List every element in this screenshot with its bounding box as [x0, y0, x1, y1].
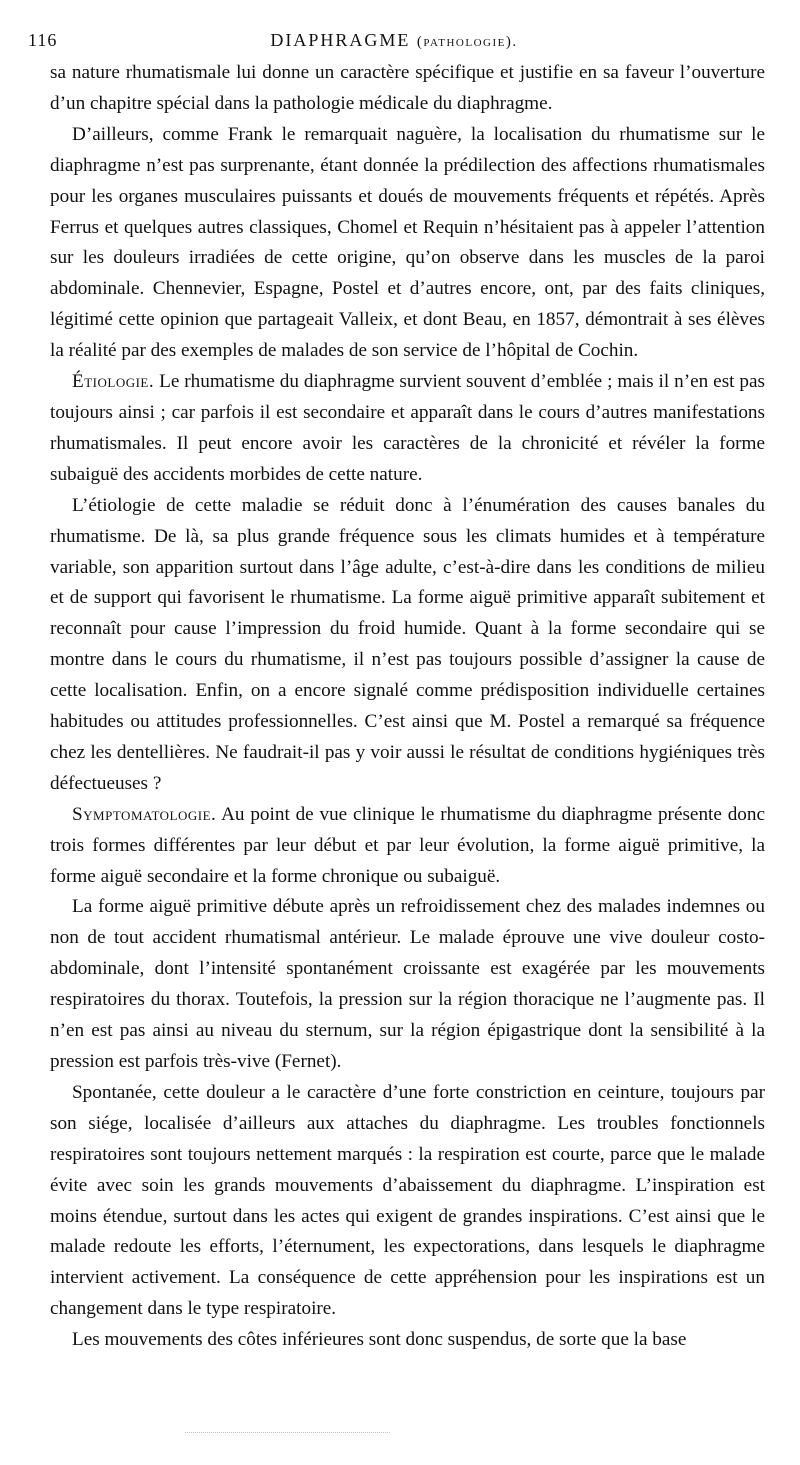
paragraph-symptomatologie [50, 800, 765, 893]
section-heading: Étiologie. [72, 371, 155, 393]
paragraph [50, 120, 765, 367]
page-header [28, 30, 760, 60]
paragraph-text: sa nature rhumatismale lui donne un caractère spécifique et justifie en sa faveur l’ouverture d’un chapitre spécial dans la pathologie médicale du diaphragme. [50, 62, 765, 114]
body-text [50, 58, 765, 1356]
footer-rule [185, 1432, 390, 1433]
paragraph-etiologie [50, 367, 765, 491]
paragraph-text: Spontanée, cette douleur a le caractère d’une forte constriction en ceinture, toujours par son siége, localisée d’ailleurs aux attaches du diaphragme. Les troubles fonctionnels respiratoires sont toujours nettement marqués : la respiration est courte, parce que le malade évite avec soin les grands mouvements d’abaissement du diaphragme. L’inspiration est moins étendue, surtout dans les actes qui exigent de grandes inspirations. C’est ainsi que le malade redoute les efforts, l’éternument, les expectorations, dans lesquels le diaphragme intervient activement. La conséquence de cette appréhension pour les inspirations est un changement dans le type respiratoire. [50, 1081, 765, 1320]
paragraph [50, 892, 765, 1077]
paragraph-text: La forme aiguë primitive débute après un refroidissement chez des malades indemnes ou non de tout accident rhumatismal antérieur. Le malade éprouve une vive douleur costo-abdominale, dont l’intensité spontanément croissante est exagérée par les mouvements respiratoires du thorax. Toutefois, la pression sur la région thoracique ne l’augmente pas. Il n’en est pas ainsi au niveau du sternum, sur la région épigastrique dont la sensibilité à la pression est parfois très-vive (Fernet). [50, 896, 765, 1072]
paragraph-text: L’étiologie de cette maladie se réduit donc à l’énumération des causes banales du rhumatisme. De là, sa plus grande fréquence sous les climats humides et à température variable, son apparition surtout dans l’âge adulte, c’est-à-dire dans les conditions de milieu et de support qui favorisent le rhumatisme. La forme aiguë primitive apparaît subitement et reconnaît pour cause l’impression du froid humide. Quant à la forme secondaire qui se montre dans le cours du rhumatisme, il n’est pas toujours possible d’assigner la cause de cette localisation. Enfin, on a encore signalé comme prédisposition individuelle certaines habitudes ou attitudes professionnelles. C’est ainsi que M. Postel a remarqué sa fréquence chez les dentellières. Ne faudrait-il pas y voir aussi le résultat de conditions hygiéniques très défectueuses ? [50, 494, 765, 794]
paragraph [50, 1078, 765, 1325]
paragraph-text: Au point de vue clinique le rhumatisme du diaphragme présente donc trois formes différentes par leur début et par leur évolution, la forme aiguë primitive, la forme aiguë secondaire et la forme chronique ou subaiguë. [50, 803, 765, 887]
paragraph-text: Les mouvements des côtes inférieures sont donc suspendus, de sorte que la base [72, 1329, 687, 1351]
page-number: 116 [28, 30, 58, 50]
paragraph-text: Le rhumatisme du diaphragme survient souvent d’emblée ; mais il n’en est pas toujours ainsi ; car parfois il est secondaire et apparaît dans le cours d’autres manifestations rhumatismales. Il peut encore avoir les caractères de la chronicité et révéler la forme subaiguë des accidents morbides de cette nature. [50, 371, 766, 485]
running-head [28, 30, 760, 51]
paragraph-text: D’ailleurs, comme Frank le remarquait naguère, la localisation du rhumatisme sur le diaphragme n’est pas surprenante, étant donnée la prédilection des affections rhumatismales pour les organes musculaires puissants et doués de mouvements fréquents et répétés. Après Ferrus et quelques autres classiques, Chomel et Requin n’hésitaient pas à appeler l’attention sur les douleurs irradiées de cette origine, qu’on observe dans les muscles de la paroi abdominale. Chennevier, Espagne, Postel et d’autres encore, ont, par des faits cliniques, légitimé cette opinion que partageait Valleix, et dont Beau, en 1857, démontrait à ses élèves la réalité par des exemples de malades de son service de l’hôpital de Cochin. [50, 123, 765, 362]
paragraph [50, 58, 765, 120]
running-head-subtitle: (pathologie). [416, 34, 518, 50]
paragraph [50, 491, 765, 800]
paragraph [50, 1325, 765, 1356]
section-heading: Symptomatologie. [72, 803, 217, 825]
running-head-title: DIAPHRAGME [270, 30, 411, 50]
